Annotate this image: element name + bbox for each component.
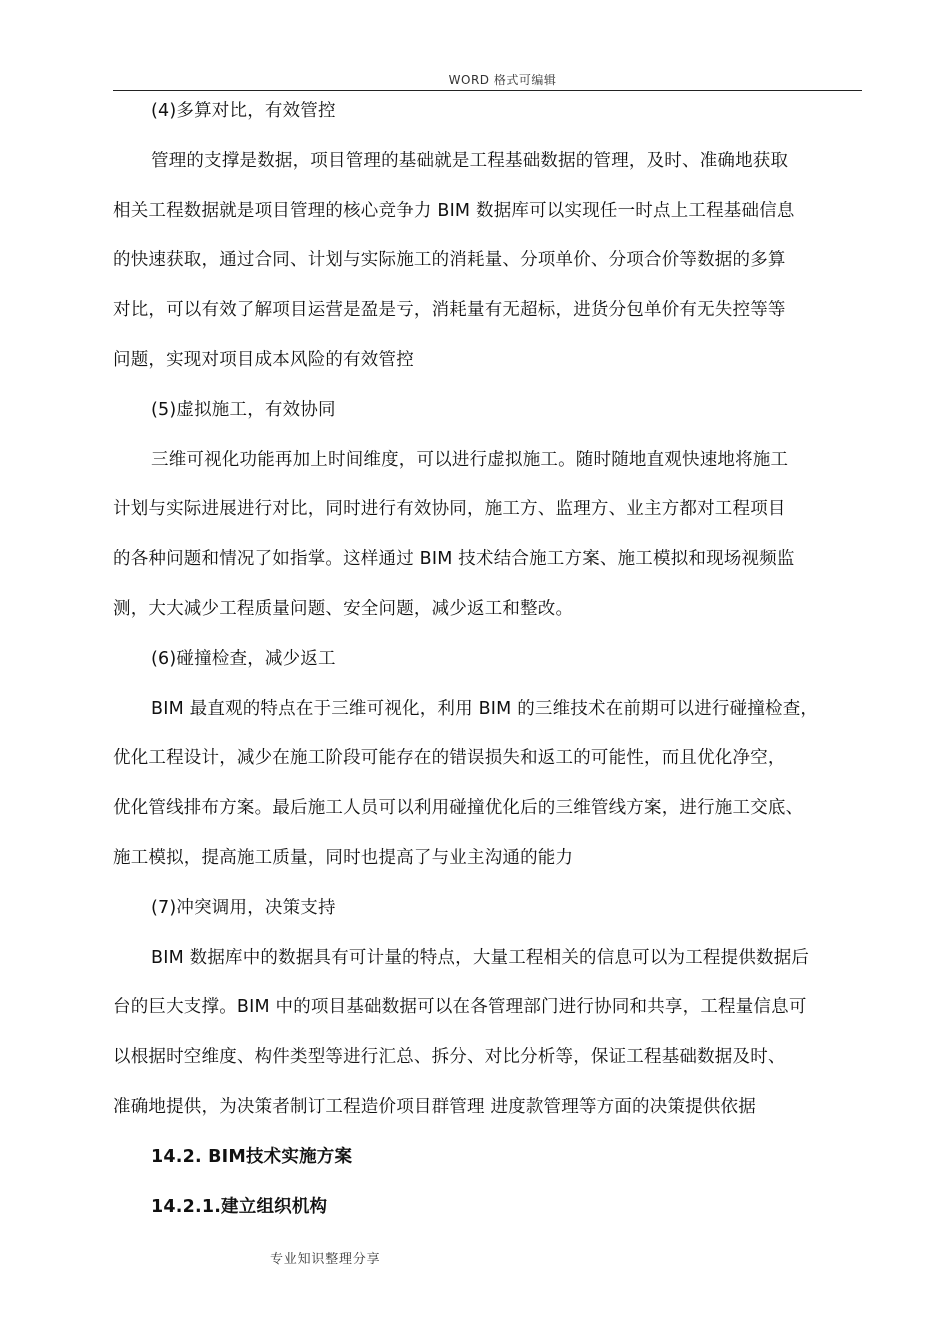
subheading-4: (4)多算对比，有效管控 — [151, 101, 336, 121]
paragraph-line: 三维可视化功能再加上时间维度，可以进行虚拟施工。随时随地直观快速地将施工 — [151, 449, 789, 470]
subsection-heading: 14.2.1.建立组织机构 — [151, 1196, 328, 1217]
subheading-5: (5)虚拟施工，有效协同 — [151, 399, 336, 420]
paragraph-line: 的快速获取，通过合同、计划与实际施工的消耗量、分项单价、分项合价等数据的多算 — [113, 250, 786, 271]
page-header — [113, 72, 862, 91]
page-footer: 专业知识整理分享 — [270, 1252, 381, 1267]
document-body — [113, 92, 873, 1237]
paragraph-line: 测，大大减少工程质量问题、安全问题，减少返工和整改。 — [113, 598, 574, 619]
paragraph-line: 准确地提供，为决策者制订工程造价项目群管理 进度款管理等方面的决策提供依据 — [113, 1096, 756, 1117]
paragraph-line: 优化管线排布方案。最后施工人员可以利用碰撞优化后的三维管线方案，进行施工交底、 — [113, 798, 804, 819]
subheading-7: (7)冲突调用，决策支持 — [151, 897, 336, 918]
paragraph-line: 以根据时空维度、构件类型等进行汇总、拆分、对比分析等，保证工程基础数据及时、 — [113, 1047, 786, 1068]
paragraph-line: BIM 数据库中的数据具有可计量的特点，大量工程相关的信息可以为工程提供数据后 — [151, 947, 810, 968]
paragraph-line: 相关工程数据就是项目管理的核心竞争力 BIM 数据库可以实现任一时点上工程基础信息 — [113, 200, 795, 221]
paragraph-line: 计划与实际进展进行对比，同时进行有效协同，施工方、监理方、业主方都对工程项目 — [113, 499, 786, 520]
paragraph-line: BIM 最直观的特点在于三维可视化，利用 BIM 的三维技术在前期可以进行碰撞检查， — [151, 698, 819, 719]
header-text: WORD 格式可编辑 — [448, 73, 557, 87]
paragraph-line: 管理的支撑是数据，项目管理的基础就是工程基础数据的管理，及时、准确地获取 — [151, 150, 789, 171]
paragraph-line: 优化工程设计，减少在施工阶段可能存在的错误损失和返工的可能性，而且优化净空， — [113, 748, 786, 769]
paragraph-line: 问题，实现对项目成本风险的有效管控 — [113, 349, 414, 370]
subheading-6: (6)碰撞检查，减少返工 — [151, 648, 336, 669]
paragraph-line: 对比，可以有效了解项目运营是盈是亏，消耗量有无超标，进货分包单价有无失控等等 — [113, 300, 786, 321]
paragraph-line: 施工模拟，提高施工质量，同时也提高了与业主沟通的能力 — [113, 847, 574, 868]
section-heading: 14.2. BIM技术实施方案 — [151, 1146, 353, 1167]
paragraph-line: 的各种问题和情况了如指掌。这样通过 BIM 技术结合施工方案、施工模拟和现场视频监 — [113, 549, 795, 570]
paragraph-line: 台的巨大支撑。BIM 中的项目基础数据可以在各管理部门进行协同和共享，工程量信息可 — [113, 997, 807, 1018]
